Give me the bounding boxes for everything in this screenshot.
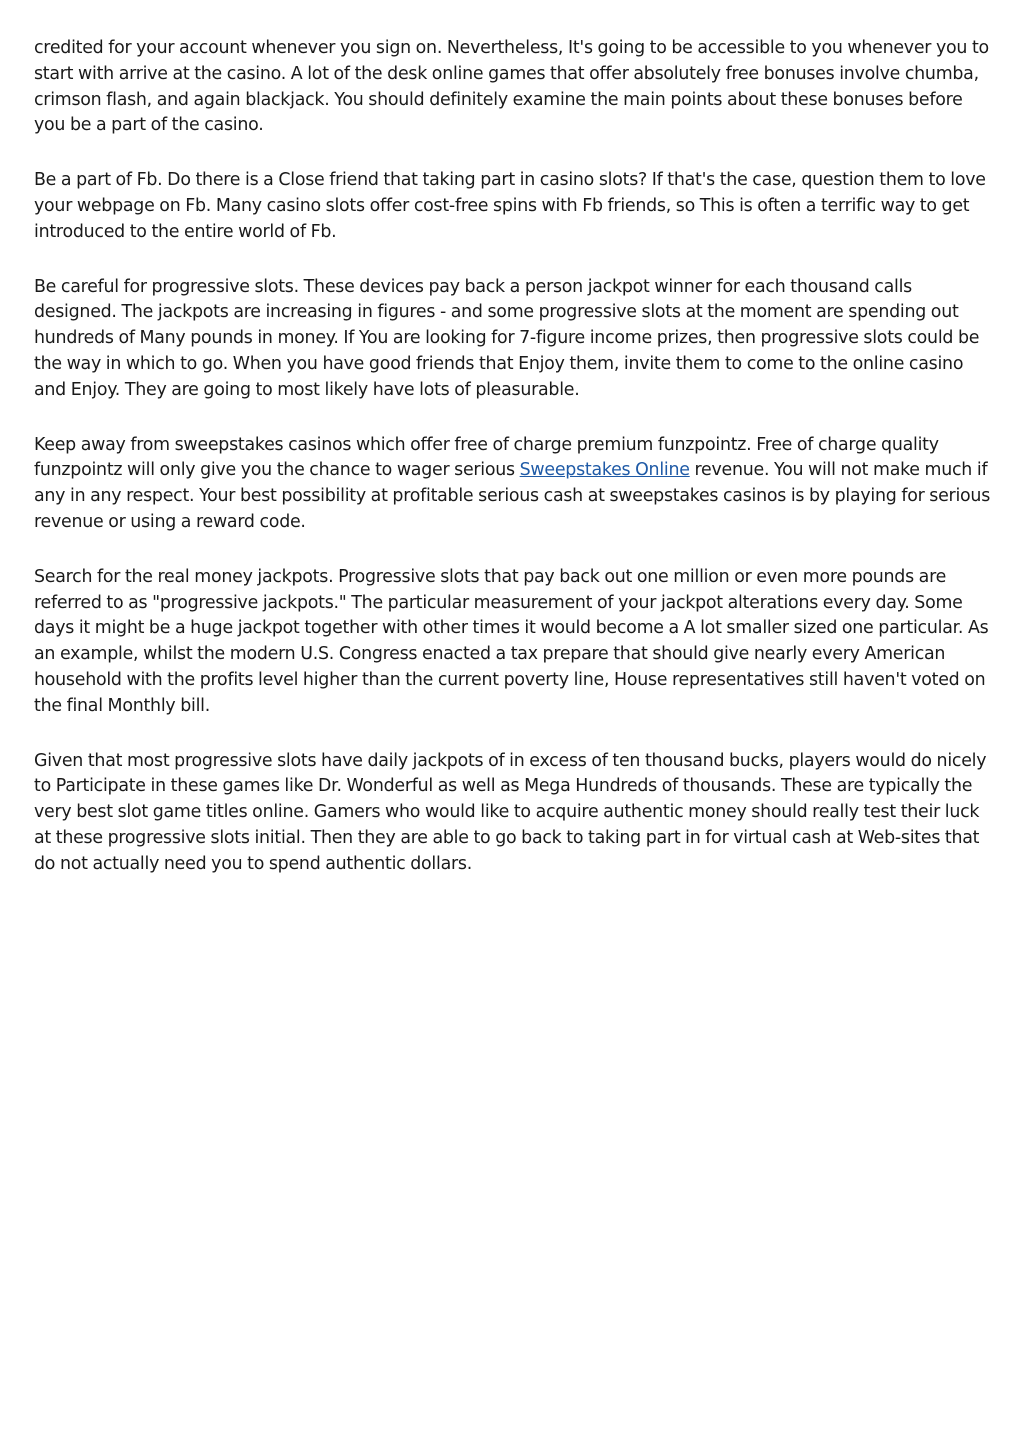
paragraph-facebook: Be a part of Fb. Do there is a Close friend that taking part in casino slots? If that's the case, question them to love your webpage on Fb. Many casino slots offer cost-free spins with Fb friends, so This is often a terrific way to get introduced to the entire world of Fb. — [34, 170, 986, 242]
paragraph-real-money-jackpots: Search for the real money jackpots. Progressive slots that pay back out one million or even more pounds are referred to as "progressive jackpots." The particular measurement of your jackpot alterations every day. Some days it might be a huge jackpot together with other times it would become a A lot smaller sized one particular. As an example, whilst the modern U.S. Congress enacted a tax prepare that should give nearly every American household with the profits level higher than the current poverty line, House representatives still haven't voted on the final Monthly bill. — [34, 566, 989, 716]
paragraph-sweepstakes-text-before: Keep away from sweepstakes casinos which offer free of charge premium funzpointz. Free of charge quality funzpointz will only give you the chance to wager serious — [34, 434, 939, 481]
paragraph-progressive-slots: Be careful for progressive slots. These devices pay back a person jackpot winner for each thousand calls designed. The jackpots are increasing in figures - and some progressive slots at the moment are spending out hundreds of Many pounds in money. If You are looking for 7-figure income prizes, then progressive slots could be the way in which to go. When you have good friends that Enjoy them, invite them to come to the online casino and Enjoy. They are going to most likely have lots of pleasurable. — [34, 276, 980, 400]
paragraph-bonuses: credited for your account whenever you sign on. Nevertheless, It's going to be accessible to you whenever you to start with arrive at the casino. A lot of the desk online games that offer absolutely free bonuses involve chumba, crimson flash, and again blackjack. You should definitely examine the main points about these bonuses before you be a part of the casino. — [34, 38, 989, 136]
paragraph-sweepstakes-text-after: revenue. You will not make much if any in any respect. Your best possibility at profitable serious cash at sweepstakes casinos is by playing for serious revenue or using a reward code. — [34, 460, 991, 532]
sweepstakes-online-link[interactable]: Sweepstakes Online — [519, 460, 690, 481]
paragraph-sweepstakes — [34, 433, 992, 536]
paragraph-daily-jackpots: Given that most progressive slots have daily jackpots of in excess of ten thousand bucks, players would do nicely to Participate in these games like Dr. Wonderful as well as Mega Hundreds of thousands. These are typically the very best slot game titles online. Gamers who would like to acquire authentic money should really test their luck at these progressive slots initial. Then they are able to go back to taking part in for virtual cash at Web-sites that do not actually need you to spend authentic dollars. — [34, 750, 987, 874]
document-page — [34, 36, 992, 907]
